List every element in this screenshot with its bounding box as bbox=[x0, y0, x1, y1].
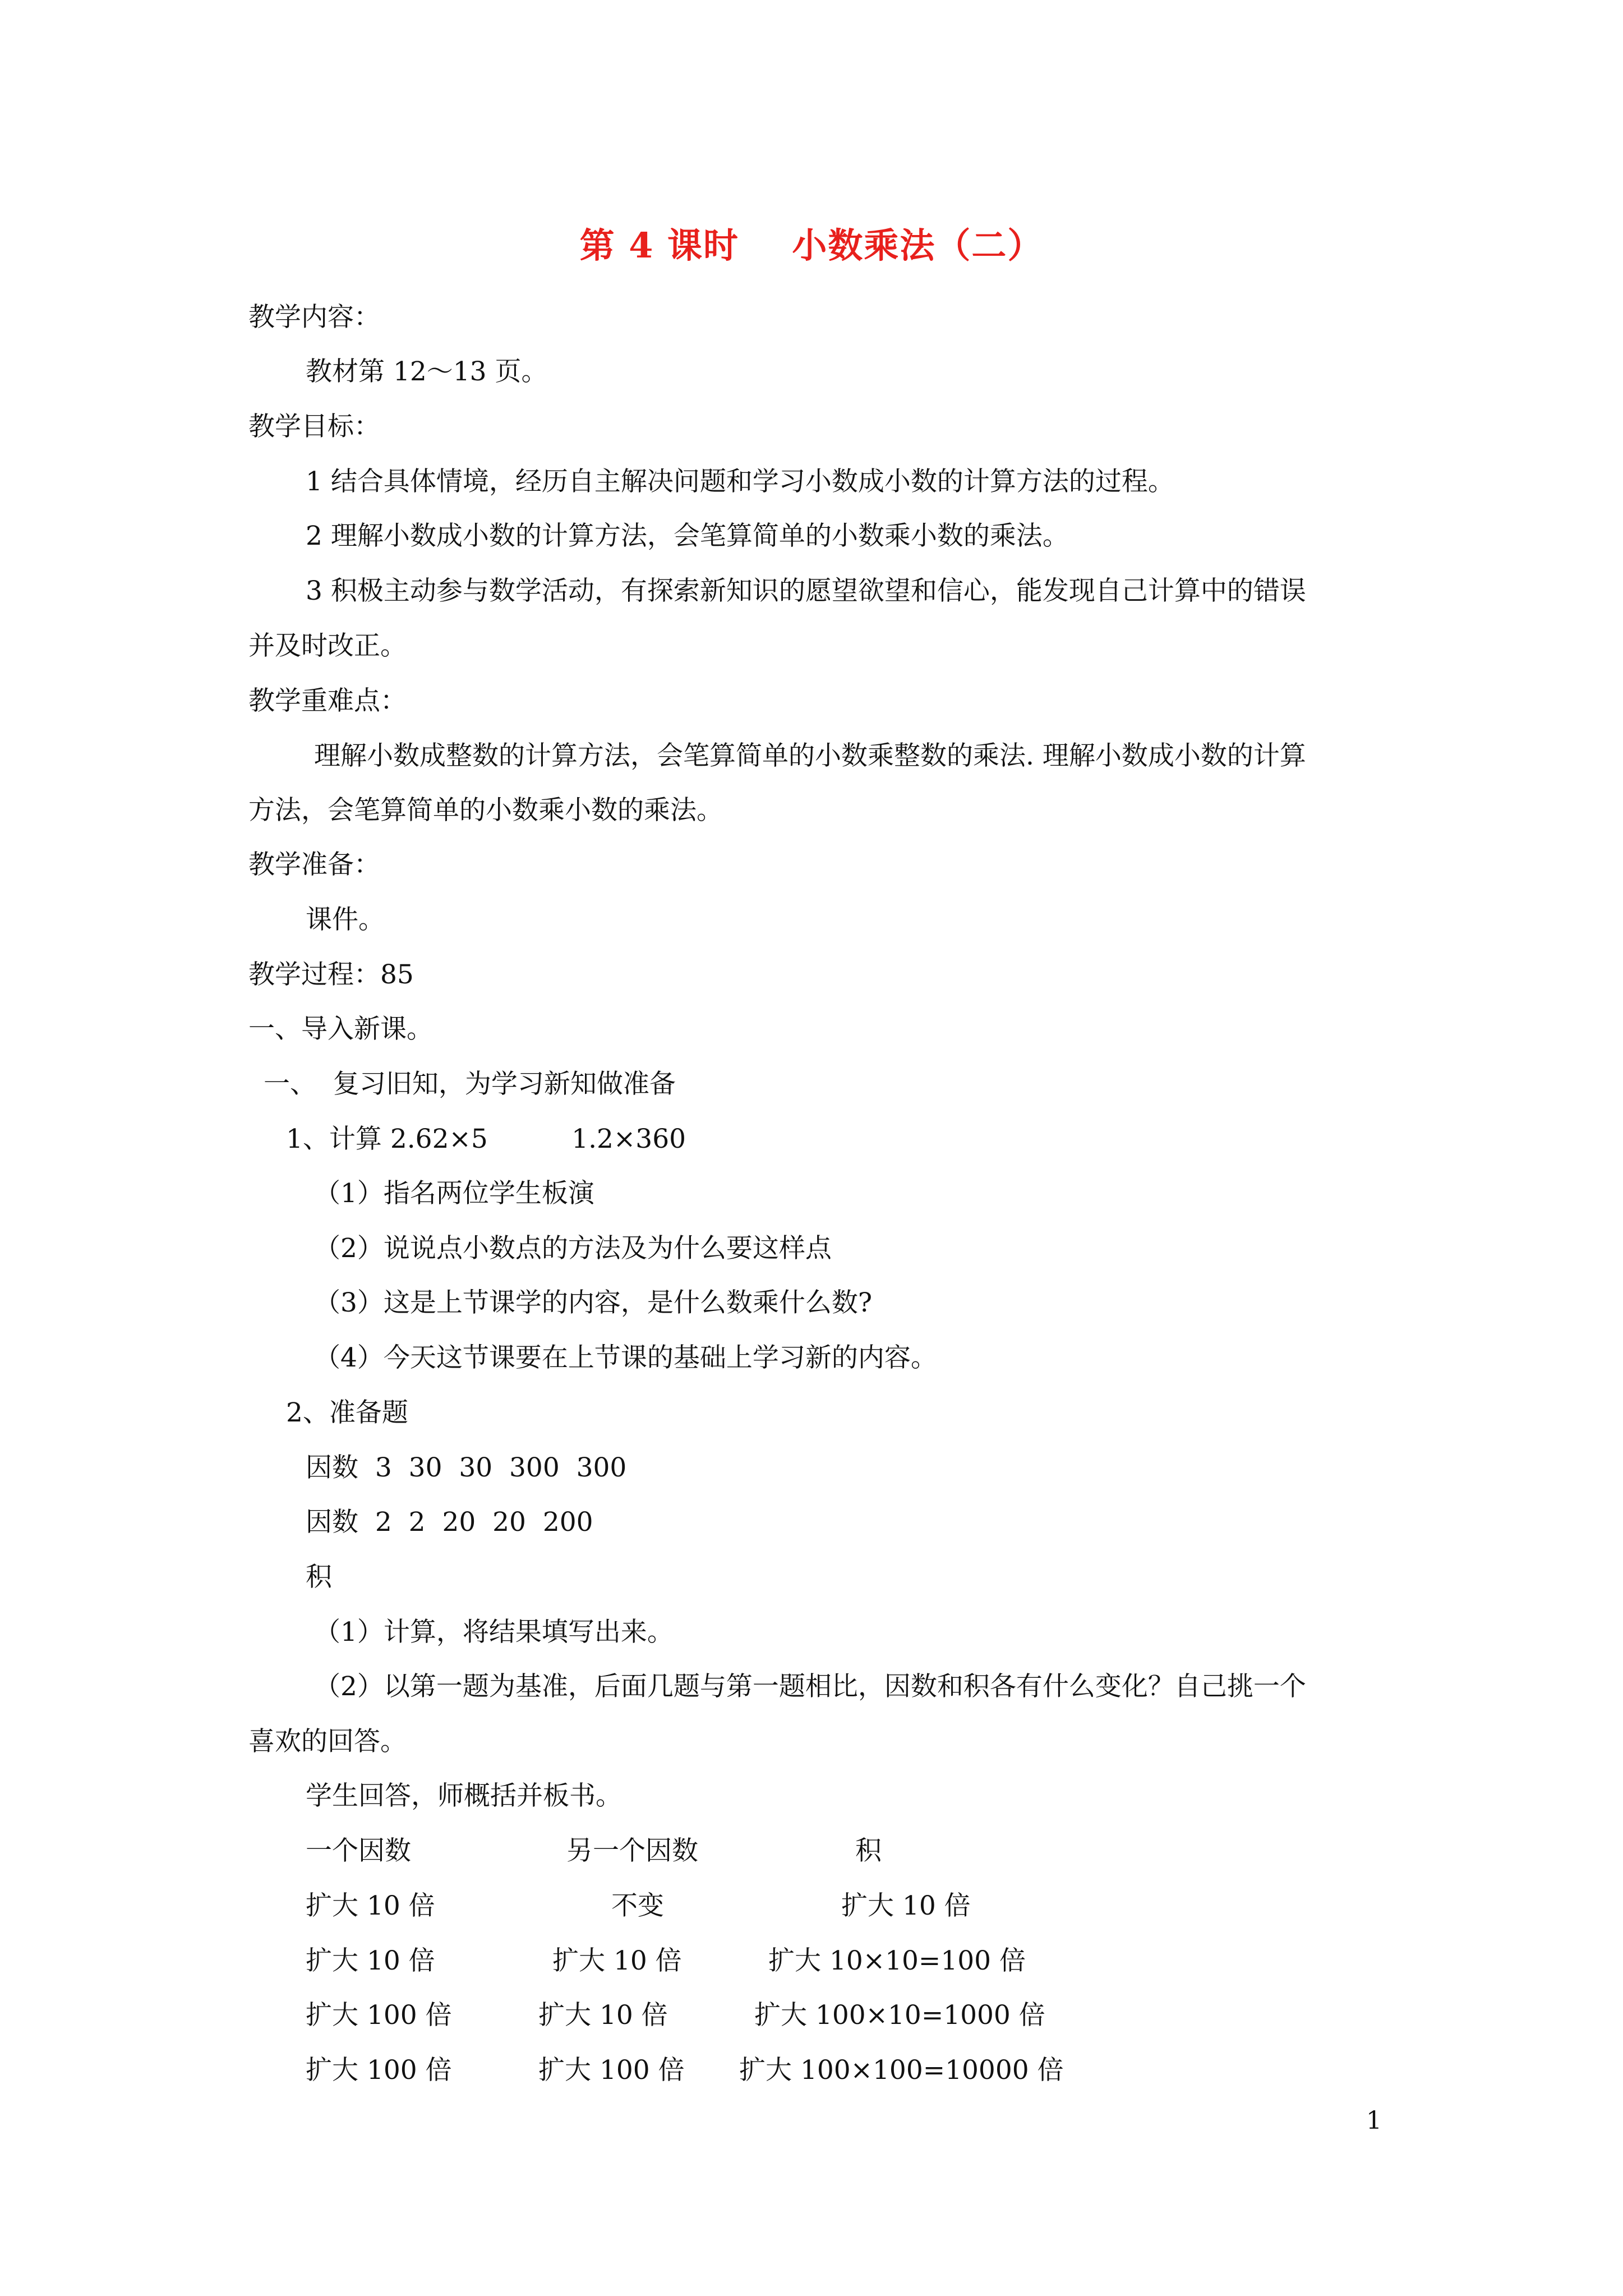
table-cell: 扩大 10 倍 bbox=[841, 1890, 971, 1921]
page-number: 1 bbox=[1366, 2106, 1382, 2135]
step-1-heading: 一、 复习旧知，为学习新知做准备 bbox=[264, 1069, 676, 1099]
question-1: （1）计算，将结果填写出来。 bbox=[314, 1617, 674, 1648]
key-points-heading: 教学重难点： bbox=[248, 685, 407, 716]
table-cell: 扩大 100×100=10000 倍 bbox=[739, 2055, 1064, 2086]
table-header-factor-2: 另一个因数 bbox=[566, 1835, 698, 1866]
part-1-heading: 一、导入新课。 bbox=[248, 1014, 433, 1045]
table-cell: 扩大 100 倍 bbox=[306, 2055, 452, 2086]
content-heading: 教学内容： bbox=[248, 302, 380, 333]
prep-question-heading: 2、准备题 bbox=[286, 1397, 408, 1428]
process-heading: 教学过程：85 bbox=[248, 959, 414, 990]
sub-item-1: （1）指名两位学生板演 bbox=[314, 1178, 594, 1209]
key-points-line-2: 方法，会笔算简单的小数乘小数的乘法。 bbox=[248, 795, 723, 826]
goal-2: 2 理解小数成小数的计算方法，会笔算简单的小数乘小数的乘法。 bbox=[306, 521, 1069, 551]
sub-item-4: （4）今天这节课要在上节课的基础上学习新的内容。 bbox=[314, 1342, 937, 1373]
goal-1: 1 结合具体情境，经历自主解决问题和学习小数成小数的计算方法的过程。 bbox=[306, 466, 1174, 497]
table-header-product: 积 bbox=[855, 1835, 882, 1866]
goals-heading: 教学目标： bbox=[248, 411, 380, 442]
table-header-factor-1: 一个因数 bbox=[306, 1835, 411, 1866]
answer-note: 学生回答，师概括并板书。 bbox=[306, 1780, 622, 1811]
preparation-heading: 教学准备： bbox=[248, 849, 380, 880]
goal-3-line-2: 并及时改正。 bbox=[248, 631, 407, 661]
product-row: 积 bbox=[306, 1562, 332, 1593]
question-2-line-2: 喜欢的回答。 bbox=[248, 1726, 407, 1757]
table-cell: 扩大 10×10=100 倍 bbox=[768, 1945, 1026, 1976]
sub-item-3: （3）这是上节课学的内容，是什么数乘什么数? bbox=[314, 1287, 873, 1318]
table-cell: 扩大 100 倍 bbox=[538, 2055, 685, 2086]
sub-item-2: （2）说说点小数点的方法及为什么要这样点 bbox=[314, 1233, 832, 1264]
calc-1: 1、计算 2.62×5 1.2×360 bbox=[286, 1124, 686, 1154]
preparation-text: 课件。 bbox=[306, 904, 385, 935]
table-cell: 扩大 10 倍 bbox=[538, 2000, 668, 2031]
page-title: 第 4 课时 小数乘法（二） bbox=[579, 225, 1044, 266]
table-cell: 扩大 10 倍 bbox=[306, 1890, 435, 1921]
factor-row-1: 因数 3 30 30 300 300 bbox=[306, 1452, 627, 1483]
content-text: 教材第 12～13 页。 bbox=[306, 356, 548, 387]
question-2-line-1: （2）以第一题为基准，后面几题与第一题相比，因数和积各有什么变化？自己挑一个 bbox=[314, 1671, 1306, 1702]
table-cell: 扩大 10 倍 bbox=[306, 1945, 435, 1976]
table-cell: 扩大 100×10=1000 倍 bbox=[754, 2000, 1045, 2031]
key-points-line-1: 理解小数成整数的计算方法，会笔算简单的小数乘整数的乘法. 理解小数成小数的计算 bbox=[306, 740, 1306, 771]
table-cell: 扩大 10 倍 bbox=[552, 1945, 682, 1976]
table-cell: 不变 bbox=[611, 1890, 664, 1921]
table-cell: 扩大 100 倍 bbox=[306, 2000, 452, 2031]
factor-row-2: 因数 2 2 20 20 200 bbox=[306, 1507, 593, 1538]
goal-3-line-1: 3 积极主动参与数学活动，有探索新知识的愿望欲望和信心，能发现自己计算中的错误 bbox=[306, 576, 1306, 606]
